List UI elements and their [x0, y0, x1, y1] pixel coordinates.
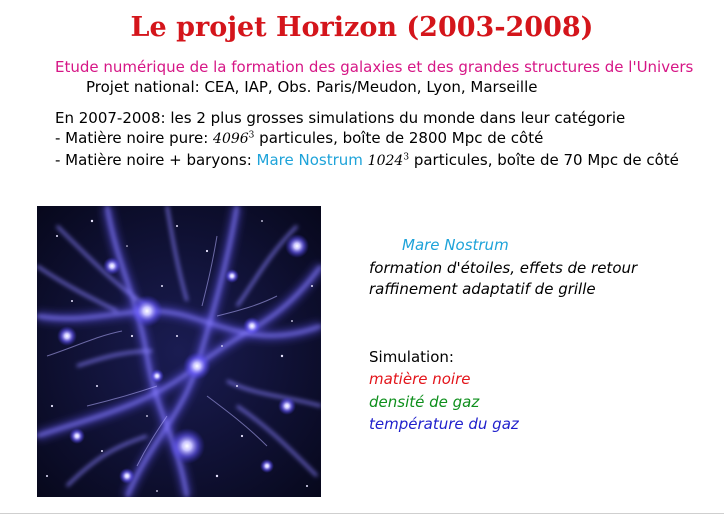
- mare-nostrum-heading: Mare Nostrum: [402, 236, 509, 254]
- legend-gas-temperature: température du gaz: [369, 415, 519, 433]
- baryons-prefix: - Matière noire + baryons:: [55, 151, 257, 169]
- cosmic-web-picture: [37, 206, 321, 497]
- bottom-divider: [0, 513, 724, 514]
- simulation-label: Simulation:: [369, 348, 454, 366]
- slide-title: Le projet Horizon (2003-2008): [130, 12, 594, 43]
- pure-dark-matter-line: [55, 129, 543, 147]
- pure-particle-count: [213, 131, 254, 147]
- legend-dark-matter: matière noire: [369, 370, 471, 388]
- baryons-particle-count: [368, 153, 409, 169]
- simulation-image: [37, 206, 321, 497]
- legend-gas-density: densité de gaz: [369, 393, 480, 411]
- mare-nostrum-inline: Mare Nostrum: [256, 151, 363, 169]
- pure-base: 4096: [213, 131, 249, 147]
- feature-star-formation: formation d'étoiles, effets de retour: [369, 259, 638, 277]
- baryons-suffix: particules, boîte de 70 Mpc de côté: [409, 151, 679, 169]
- intro-line: En 2007-2008: les 2 plus grosses simulations du monde dans leur catégorie: [55, 109, 626, 127]
- national-project-line: Projet national: CEA, IAP, Obs. Paris/Meudon, Lyon, Marseille: [86, 78, 538, 96]
- pure-suffix: particules, boîte de 2800 Mpc de côté: [254, 129, 544, 147]
- slide-subtitle: Etude numérique de la formation des galaxies et des grandes structures de l'Univers: [55, 58, 694, 76]
- pure-exponent: 3: [248, 130, 255, 141]
- baryons-base: 1024: [367, 153, 404, 169]
- pure-prefix: - Matière noire pure:: [55, 129, 214, 147]
- feature-grid-refinement: raffinement adaptatif de grille: [369, 280, 596, 298]
- baryons-line: [55, 151, 679, 169]
- baryons-exponent: 3: [403, 152, 410, 163]
